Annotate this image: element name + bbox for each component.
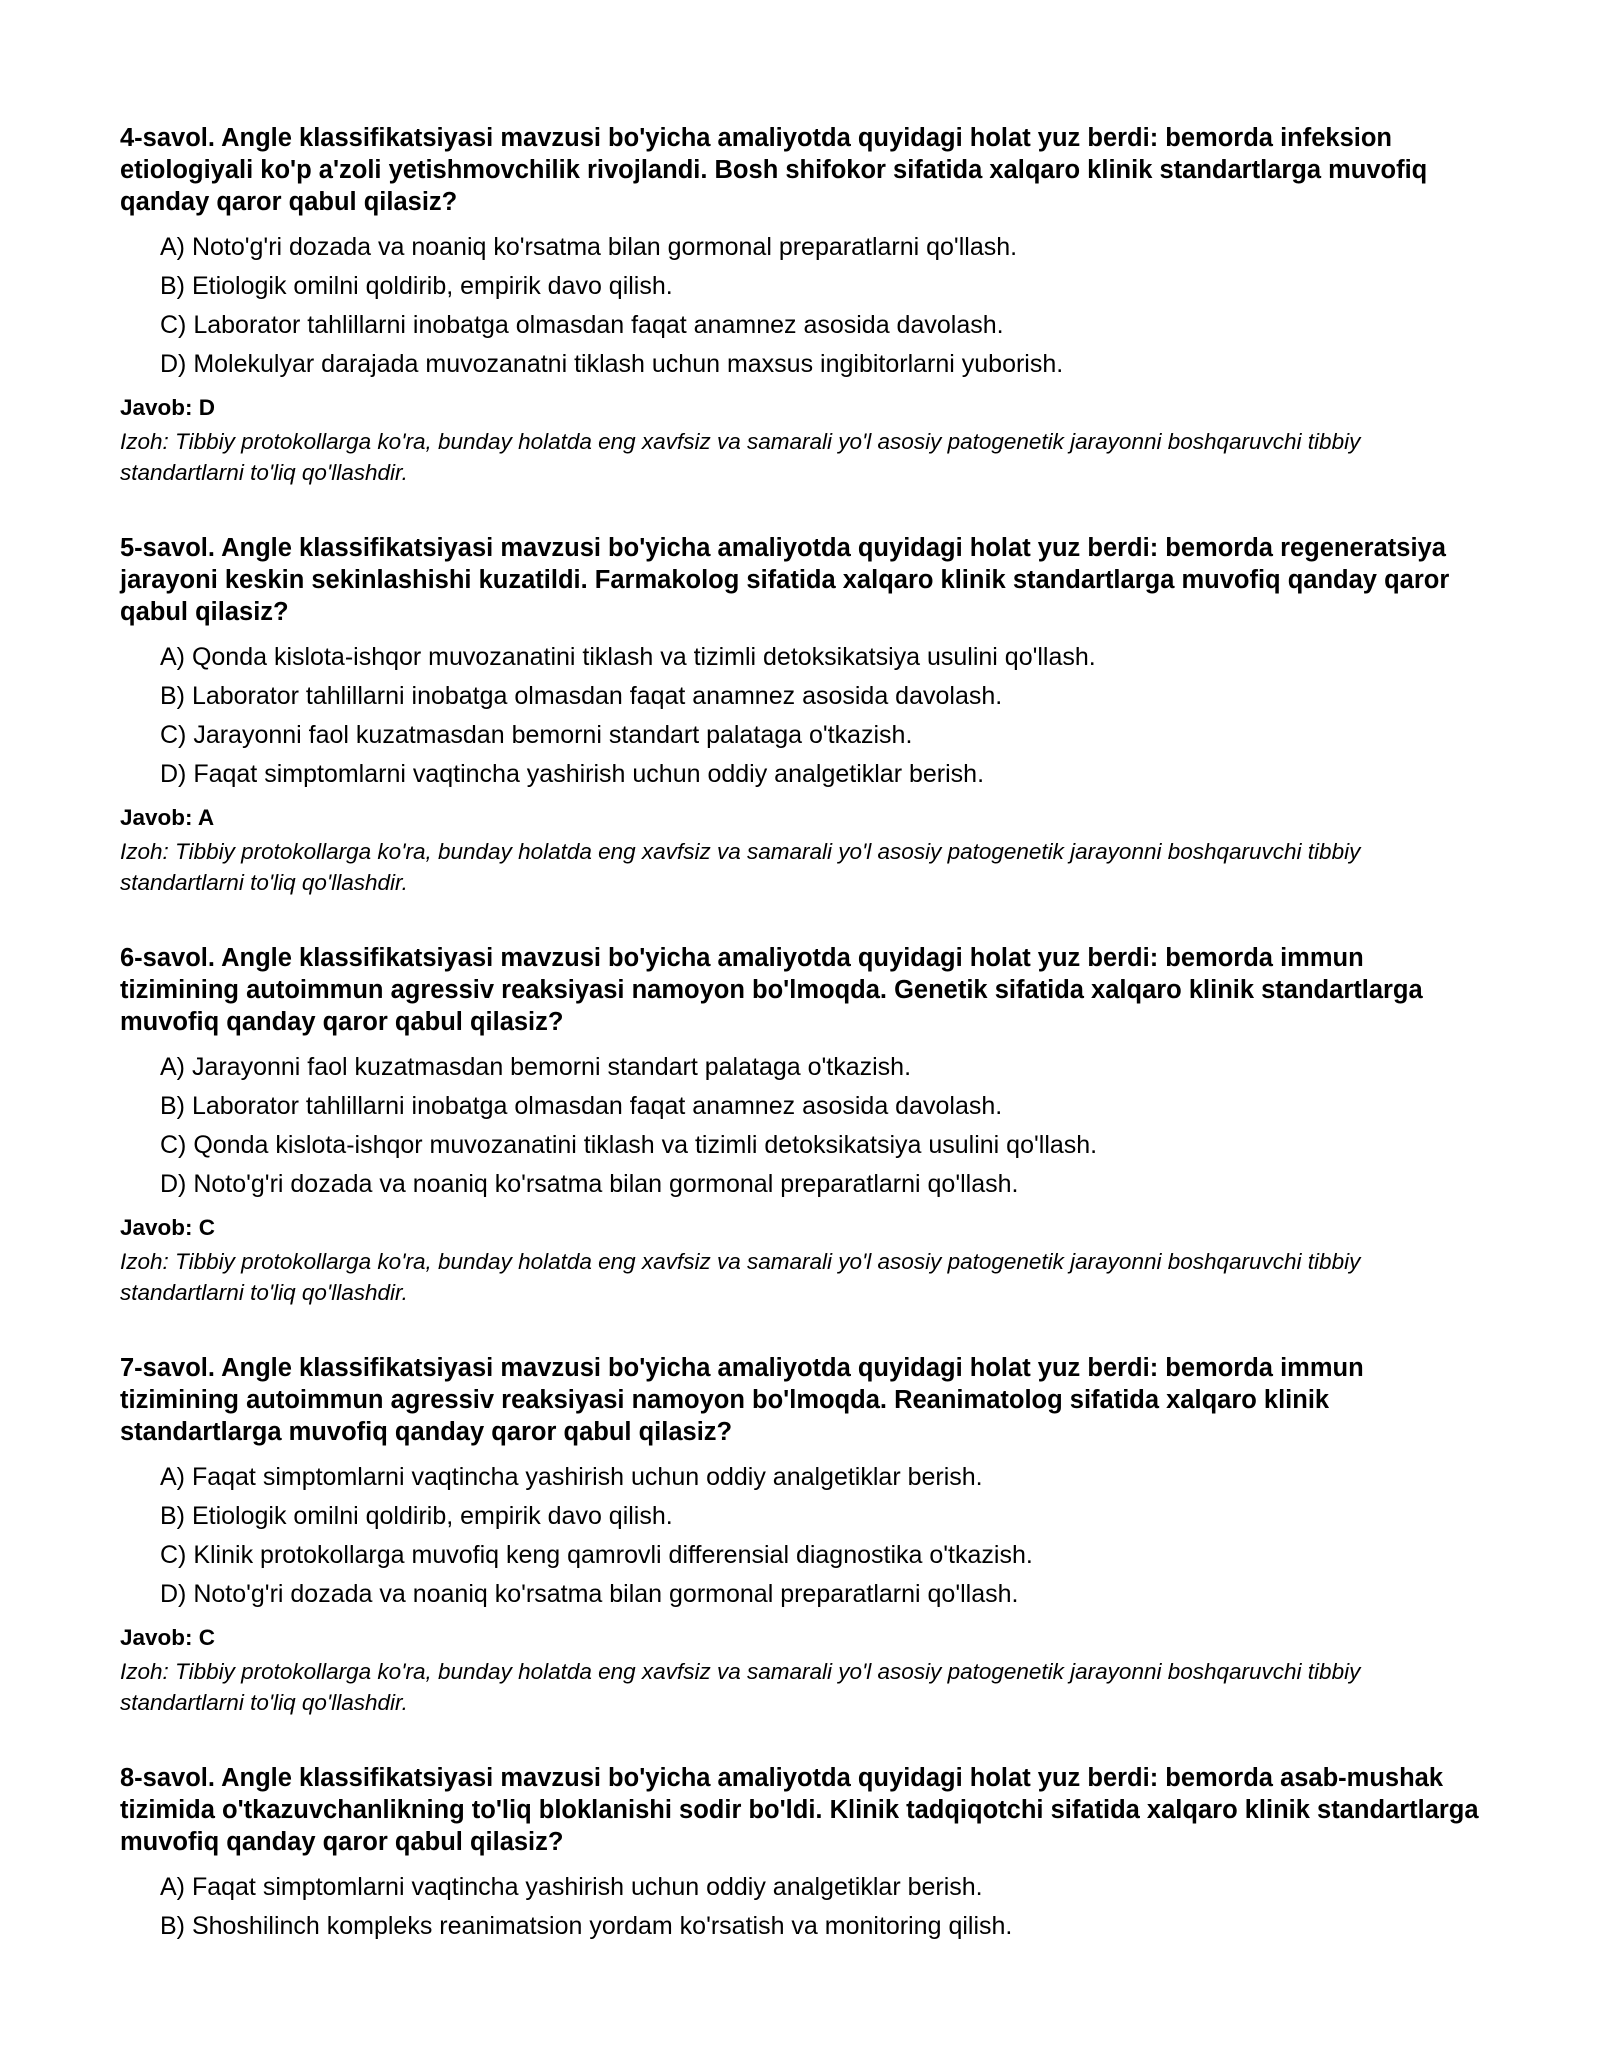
- options-list: [120, 228, 1480, 384]
- option-c: C) Jarayonni faol kuzatmasdan bemorni standart palataga o'tkazish.: [160, 721, 913, 749]
- option-a: A) Faqat simptomlarni vaqtincha yashirish uchun oddiy analgetiklar berish.: [160, 1463, 983, 1491]
- answer-text: Javob: A: [120, 805, 215, 830]
- explanation-text: Izoh: Tibbiy protokollarga ko'ra, bunday holatda eng xavfsiz va samarali yo'l asosiy patogenetik jarayonni boshqaruvchi tibbiy standartlarni to'liq qo'llashdir.: [120, 1249, 1361, 1305]
- question-title: 6-savol. Angle klassifikatsiyasi mavzusi bo'yicha amaliyotda quyidagi holat yuz berdi: bemorda immun tizimining autoimmun agressiv reaksiyasi namoyon bo'lmoqda. Genetik sifatida xalqaro klinik standartlarga muvofiq qanday qaror qabul qilasiz?: [120, 944, 1423, 1036]
- option-d: D) Faqat simptomlarni vaqtincha yashirish uchun oddiy analgetiklar berish.: [160, 760, 985, 788]
- question-title: 4-savol. Angle klassifikatsiyasi mavzusi bo'yicha amaliyotda quyidagi holat yuz berdi: bemorda infeksion etiologiyali ko'p a'zoli yetishmovchilik rivojlandi. Bosh shifokor sifatida xalqaro klinik standartlarga muvofiq qanday qaror qabul qilasiz?: [120, 124, 1428, 216]
- option-c: C) Qonda kislota-ishqor muvozanatini tiklash va tizimli detoksikatsiya usulini qo'llash.: [160, 1131, 1098, 1159]
- option-b: B) Laborator tahlillarni inobatga olmasdan faqat anamnez asosida davolash.: [160, 1092, 1003, 1120]
- options-list: [120, 1458, 1480, 1614]
- options-list: [120, 638, 1480, 794]
- explanation-text: Izoh: Tibbiy protokollarga ko'ra, bunday holatda eng xavfsiz va samarali yo'l asosiy patogenetik jarayonni boshqaruvchi tibbiy standartlarni to'liq qo'llashdir.: [120, 1659, 1361, 1715]
- explanation-text: Izoh: Tibbiy protokollarga ko'ra, bunday holatda eng xavfsiz va samarali yo'l asosiy patogenetik jarayonni boshqaruvchi tibbiy standartlarni to'liq qo'llashdir.: [120, 839, 1361, 895]
- option-a: A) Faqat simptomlarni vaqtincha yashirish uchun oddiy analgetiklar berish.: [160, 1873, 983, 1901]
- options-list: [120, 1868, 1480, 1946]
- question-block: [120, 122, 1480, 488]
- answer-text: Javob: C: [120, 1215, 216, 1240]
- option-c: C) Laborator tahlillarni inobatga olmasdan faqat anamnez asosida davolash.: [160, 311, 1004, 339]
- option-b: B) Etiologik omilni qoldirib, empirik davo qilish.: [160, 1502, 673, 1530]
- question-block: [120, 1762, 1480, 1946]
- option-d: D) Noto'g'ri dozada va noaniq ko'rsatma bilan gormonal preparatlarni qo'llash.: [160, 1580, 1019, 1608]
- document-page: [120, 122, 1480, 1990]
- answer-text: Javob: D: [120, 395, 216, 420]
- answer-text: Javob: C: [120, 1625, 216, 1650]
- option-d: D) Noto'g'ri dozada va noaniq ko'rsatma bilan gormonal preparatlarni qo'llash.: [160, 1170, 1019, 1198]
- option-a: A) Noto'g'ri dozada va noaniq ko'rsatma bilan gormonal preparatlarni qo'llash.: [160, 233, 1018, 261]
- question-title: 7-savol. Angle klassifikatsiyasi mavzusi bo'yicha amaliyotda quyidagi holat yuz berdi: bemorda immun tizimining autoimmun agressiv reaksiyasi namoyon bo'lmoqda. Reanimatolog sifatida xalqaro klinik standartlarga muvofiq qanday qaror qabul qilasiz?: [120, 1354, 1364, 1446]
- option-a: A) Qonda kislota-ishqor muvozanatini tiklash va tizimli detoksikatsiya usulini qo'llash.: [160, 643, 1096, 671]
- question-block: [120, 1352, 1480, 1718]
- option-a: A) Jarayonni faol kuzatmasdan bemorni standart palataga o'tkazish.: [160, 1053, 912, 1081]
- question-block: [120, 942, 1480, 1308]
- question-block: [120, 532, 1480, 898]
- option-b: B) Shoshilinch kompleks reanimatsion yordam ko'rsatish va monitoring qilish.: [160, 1912, 1013, 1940]
- option-b: B) Laborator tahlillarni inobatga olmasdan faqat anamnez asosida davolash.: [160, 682, 1003, 710]
- option-c: C) Klinik protokollarga muvofiq keng qamrovli differensial diagnostika o'tkazish.: [160, 1541, 1033, 1569]
- option-b: B) Etiologik omilni qoldirib, empirik davo qilish.: [160, 272, 673, 300]
- options-list: [120, 1048, 1480, 1204]
- explanation-text: Izoh: Tibbiy protokollarga ko'ra, bunday holatda eng xavfsiz va samarali yo'l asosiy patogenetik jarayonni boshqaruvchi tibbiy standartlarni to'liq qo'llashdir.: [120, 429, 1361, 485]
- question-title: 8-savol. Angle klassifikatsiyasi mavzusi bo'yicha amaliyotda quyidagi holat yuz berdi: bemorda asab-mushak tizimida o'tkazuvchanlikning to'liq bloklanishi sodir bo'ldi. Klinik tadqiqotchi sifatida xalqaro klinik standartlarga muvofiq qanday qaror qabul qilasiz?: [120, 1764, 1479, 1856]
- option-d: D) Molekulyar darajada muvozanatni tiklash uchun maxsus ingibitorlarni yuborish.: [160, 350, 1064, 378]
- question-title: 5-savol. Angle klassifikatsiyasi mavzusi bo'yicha amaliyotda quyidagi holat yuz berdi: bemorda regeneratsiya jarayoni keskin sekinlashishi kuzatildi. Farmakolog sifatida xalqaro klinik standartlarga muvofiq qanday qaror qabul qilasiz?: [120, 534, 1450, 626]
